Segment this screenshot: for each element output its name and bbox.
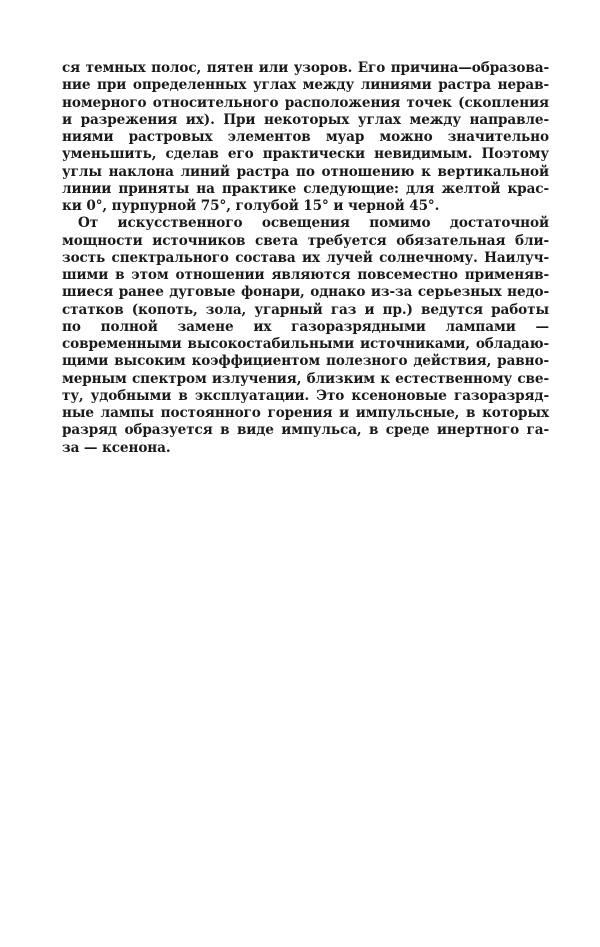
- text-line: ки 0°, пурпурной 75°, голубой 15° и черной 45°.: [62, 198, 440, 214]
- text-line: линии приняты на практике следующие: для желтой крас-: [62, 180, 549, 197]
- text-line: современными высокостабильными источниками, обладаю-: [62, 336, 549, 352]
- text-line: ту, удобными в эксплуатации. Это ксеноновые газоразряд-: [62, 387, 549, 404]
- text-line: зость спектрального состава их лучей солнечному. Наилуч-: [62, 249, 549, 266]
- text-line: ся темных полос, пятен или узоров. Его причина—образова-: [62, 60, 549, 76]
- text-line: номерного относительного расположения точек (скопления: [62, 94, 549, 111]
- text-line: мощности источников света требуется обязательная бли-: [62, 232, 549, 249]
- text-line: ние при определенных углах между линиями растра нерав-: [62, 77, 549, 94]
- paragraph-1: [62, 60, 549, 215]
- text-line: разряд образуется в виде импульса, в среде инертного га-: [62, 422, 549, 439]
- text-line: по полной замене их газоразрядными лампами —: [62, 318, 549, 335]
- text-line: уменьшить, сделав его практически невидимым. Поэтому: [62, 146, 549, 163]
- document-page: [62, 60, 549, 457]
- text-line: статков (копоть, зола, угарный газ и пр.) ведутся работы: [62, 301, 549, 318]
- text-line: щими высоким коэффициентом полезного действия, равно-: [62, 353, 549, 370]
- text-line: углы наклона линий растра по отношению к вертикальной: [62, 163, 549, 180]
- text-line: шиеся ранее дуговые фонари, однако из-за серьезных недо-: [62, 284, 549, 301]
- text-line: мерным спектром излучения, близким к естественному све-: [62, 370, 549, 387]
- text-line: От искусственного освещения помимо достаточной: [78, 215, 549, 232]
- text-line: за — ксенона.: [62, 439, 171, 456]
- text-line: шими в этом отношении являются повсеместно применяв-: [62, 267, 549, 283]
- paragraph-2: [62, 215, 549, 457]
- text-line: и разрежения их). При некоторых углах между направле-: [62, 111, 549, 128]
- text-line: ные лампы постоянного горения и импульсные, в которых: [62, 405, 549, 421]
- text-line: ниями растровых элементов муар можно значительно: [62, 129, 549, 145]
